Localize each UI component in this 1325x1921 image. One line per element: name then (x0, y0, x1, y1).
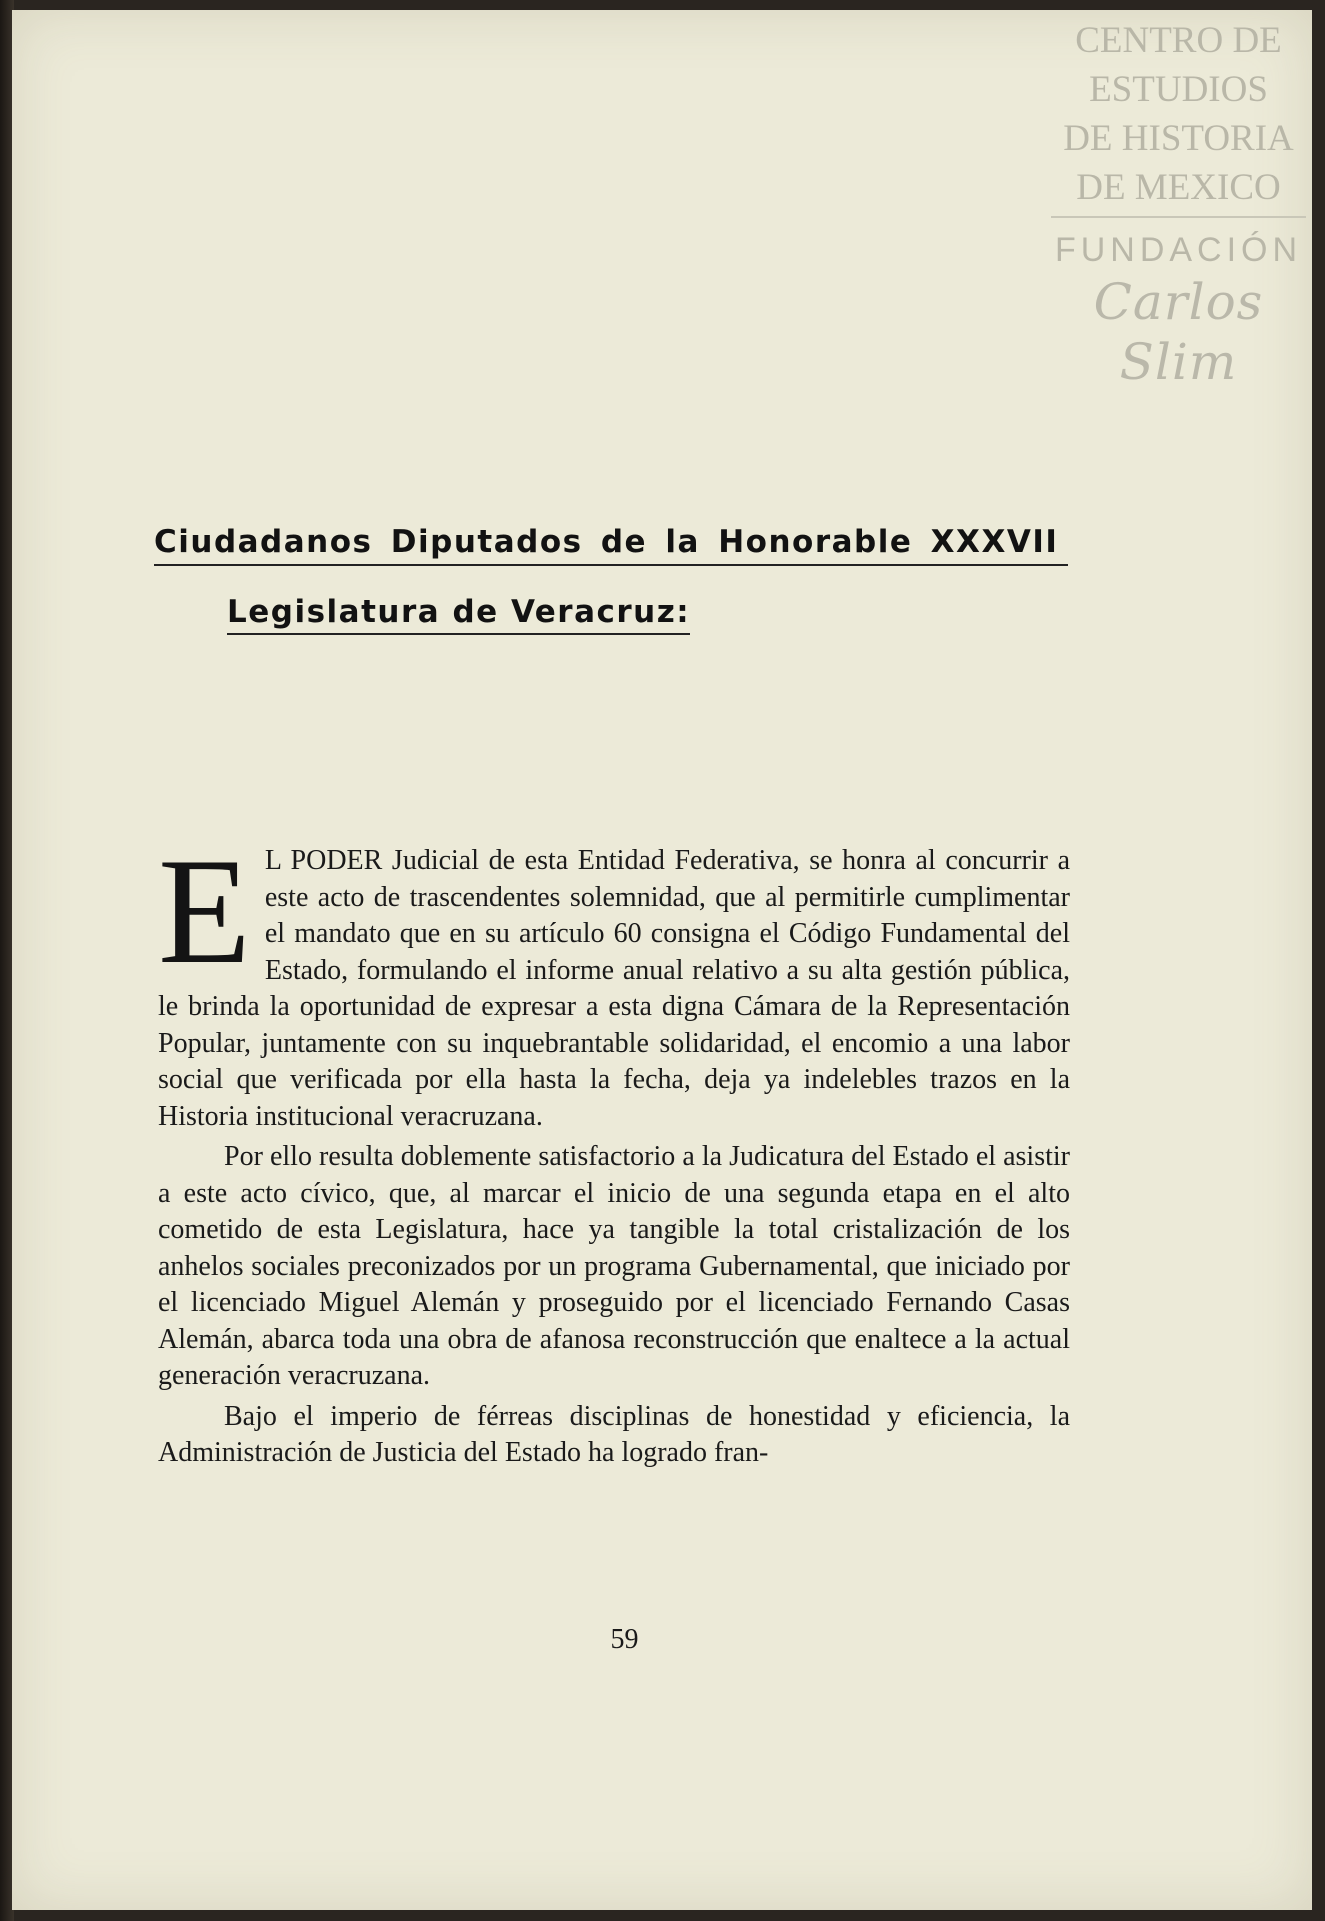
watermark-divider (1051, 216, 1306, 218)
watermark-foundation: FUNDACIÓN (1054, 231, 1303, 269)
heading-line-2: Legislatura de Veracruz: (227, 594, 690, 635)
document-page (12, 10, 1312, 1910)
paragraph-3: Bajo el imperio de férreas disciplinas de honestidad y eficiencia, la Administración de Justicia del Estado ha logrado fran- (158, 1400, 1070, 1468)
watermark-line-4: DE MEXICO (1076, 167, 1281, 208)
watermark-line-3: DE HISTORIA (1063, 118, 1294, 159)
heading-line-1: Ciudadanos Diputados de la Honorable XXXVII (154, 524, 1068, 566)
paragraph-1-text: L PODER Judicial de esta Entidad Federativa, se honra al concurrir a este acto de trascendentes solemnidad, que al permitirle cumplimentar el mandato que en su artículo 60 consigna el Código Fundamental del Estado, formulando el informe anual relativo a su alta gestión pública, le brinda la oportunidad de expresar a esta digna Cámara de la Representación Popular, juntamente con su inquebrantable solidaridad, el encomio a una labor social que verificada por ella hasta la fecha, deja ya indelebles trazos en la Historia institucional veracruzana. (158, 845, 1070, 1132)
paragraph-1 (158, 827, 1070, 1135)
paragraph-2: Por ello resulta doblemente satisfactorio a la Judicatura del Estado el asistir a este acto cívico, que, al marcar el inicio de una segunda etapa en el alto cometido de esta Legislatura, hace ya tangible la total cristalización de los anhelos sociales preconizados por un programa Gubernamental, que iniciado por el licenciado Miguel Alemán y proseguido por el licenciado Fernando Casas Alemán, abarca toda una obra de afanosa reconstrucción que enaltece a la actual generación veracruzana. (158, 1141, 1070, 1391)
watermark (1051, 16, 1306, 392)
page-number: 59 (610, 1624, 639, 1655)
drop-cap: E (158, 827, 251, 995)
watermark-signature: Carlos Slim (1093, 273, 1264, 391)
watermark-line-2: ESTUDIOS (1089, 69, 1268, 110)
watermark-line-1: CENTRO DE (1075, 20, 1282, 61)
body-text (158, 827, 1070, 1476)
